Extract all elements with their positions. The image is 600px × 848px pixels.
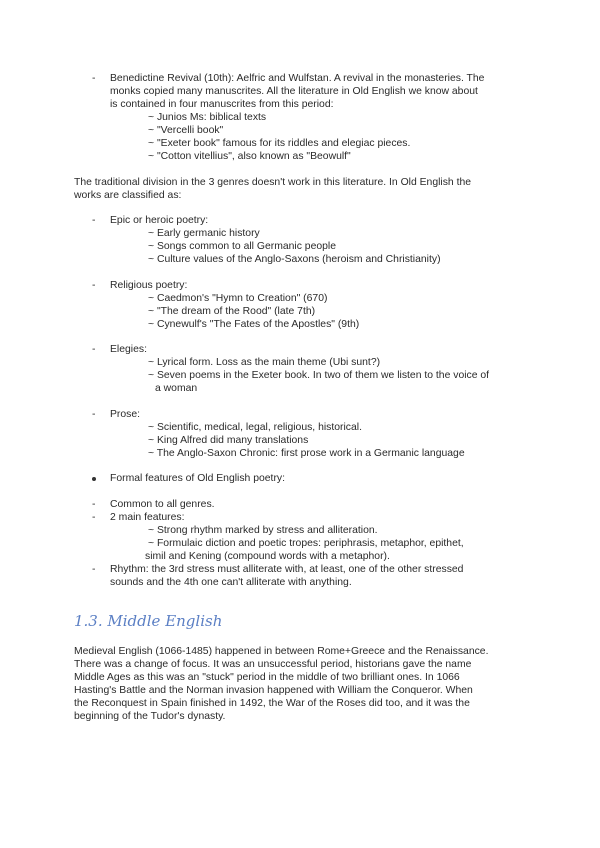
rhythm-line-1: Rhythm: the 3rd stress must alliterate with, at least, one of the other stressed [110,564,464,575]
manuscript-item: ~ Junios Ms: biblical texts [148,112,267,123]
manuscript-item: ~ "Vercelli book" [148,125,224,136]
bullet-dot-icon [92,477,96,481]
epic-item: ~ Early germanic history [148,228,260,239]
division-line-1: The traditional division in the 3 genres doesn't work in this literature. In Old English the [74,177,472,188]
feature-item: ~ Strong rhythm marked by stress and alliteration. [148,525,378,536]
manuscript-item: ~ "Cotton vitellius", also known as "Beowulf" [148,151,351,162]
feature-item: simil and Kening (compound words with a metaphor). [145,551,390,562]
religious-title: Religious poetry: [110,280,188,291]
benedictine-line-1: Benedictine Revival (10th): Aelfric and Wulfstan. A revival in the monasteries. The [110,73,485,84]
list-dash: - [92,564,96,575]
benedictine-line-3: is contained in four manuscrites from this period: [110,99,334,110]
prose-item: ~ The Anglo-Saxon Chronic: first prose work in a Germanic language [148,448,465,459]
main-features: 2 main features: [110,512,185,523]
paragraph-line: There was a change of focus. It was an unsuccessful period, historians gave the name [74,659,472,670]
manuscript-item: ~ "Exeter book" famous for its riddles and elegiac pieces. [148,138,411,149]
list-dash: - [92,215,96,226]
formal-features-title: Formal features of Old English poetry: [110,473,285,484]
religious-item: ~ Cynewulf's "The Fates of the Apostles" (9th) [148,319,360,330]
paragraph-line: Hasting's Battle and the Norman invasion happened with William the Conqueror. When [74,685,473,696]
religious-item: ~ "The dream of the Rood" (late 7th) [148,306,316,317]
list-dash: - [92,73,96,84]
list-dash: - [92,409,96,420]
prose-item: ~ Scientific, medical, legal, religious, historical. [148,422,362,433]
elegies-item: ~ Lyrical form. Loss as the main theme (Ubi sunt?) [148,357,381,368]
elegies-title: Elegies: [110,344,147,355]
paragraph-line: the Reconquest in Spain finished in 1492, the War of the Roses did too, and it was the [74,698,470,709]
list-dash: - [92,280,96,291]
list-dash: - [92,344,96,355]
list-dash: - [92,512,96,523]
prose-title: Prose: [110,409,141,420]
religious-item: ~ Caedmon's "Hymn to Creation" (670) [148,293,328,304]
prose-item: ~ King Alfred did many translations [148,435,309,446]
section-heading: 1.3. Middle English [74,612,223,630]
paragraph-line: Medieval English (1066-1485) happened in between Rome+Greece and the Renaissance. [74,646,489,657]
epic-item: ~ Songs common to all Germanic people [148,241,336,252]
elegies-item: a woman [155,383,198,394]
paragraph-line: beginning of the Tudor's dynasty. [74,711,226,722]
epic-item: ~ Culture values of the Anglo-Saxons (heroism and Christianity) [148,254,441,265]
rhythm-line-2: sounds and the 4th one can't alliterate with anything. [110,577,352,588]
division-line-2: works are classified as: [74,190,182,201]
benedictine-line-2: monks copied many manuscrites. All the literature in Old English we know about [110,86,478,97]
paragraph-line: Middle Ages as this was an "stuck" period in the middle of two brilliant ones. In 1066 [74,672,460,683]
list-dash: - [92,499,96,510]
common-genres: Common to all genres. [110,499,215,510]
feature-item: ~ Formulaic diction and poetic tropes: periphrasis, metaphor, epithet, [148,538,464,549]
elegies-item: ~ Seven poems in the Exeter book. In two of them we listen to the voice of [148,370,490,381]
epic-title: Epic or heroic poetry: [110,215,209,226]
